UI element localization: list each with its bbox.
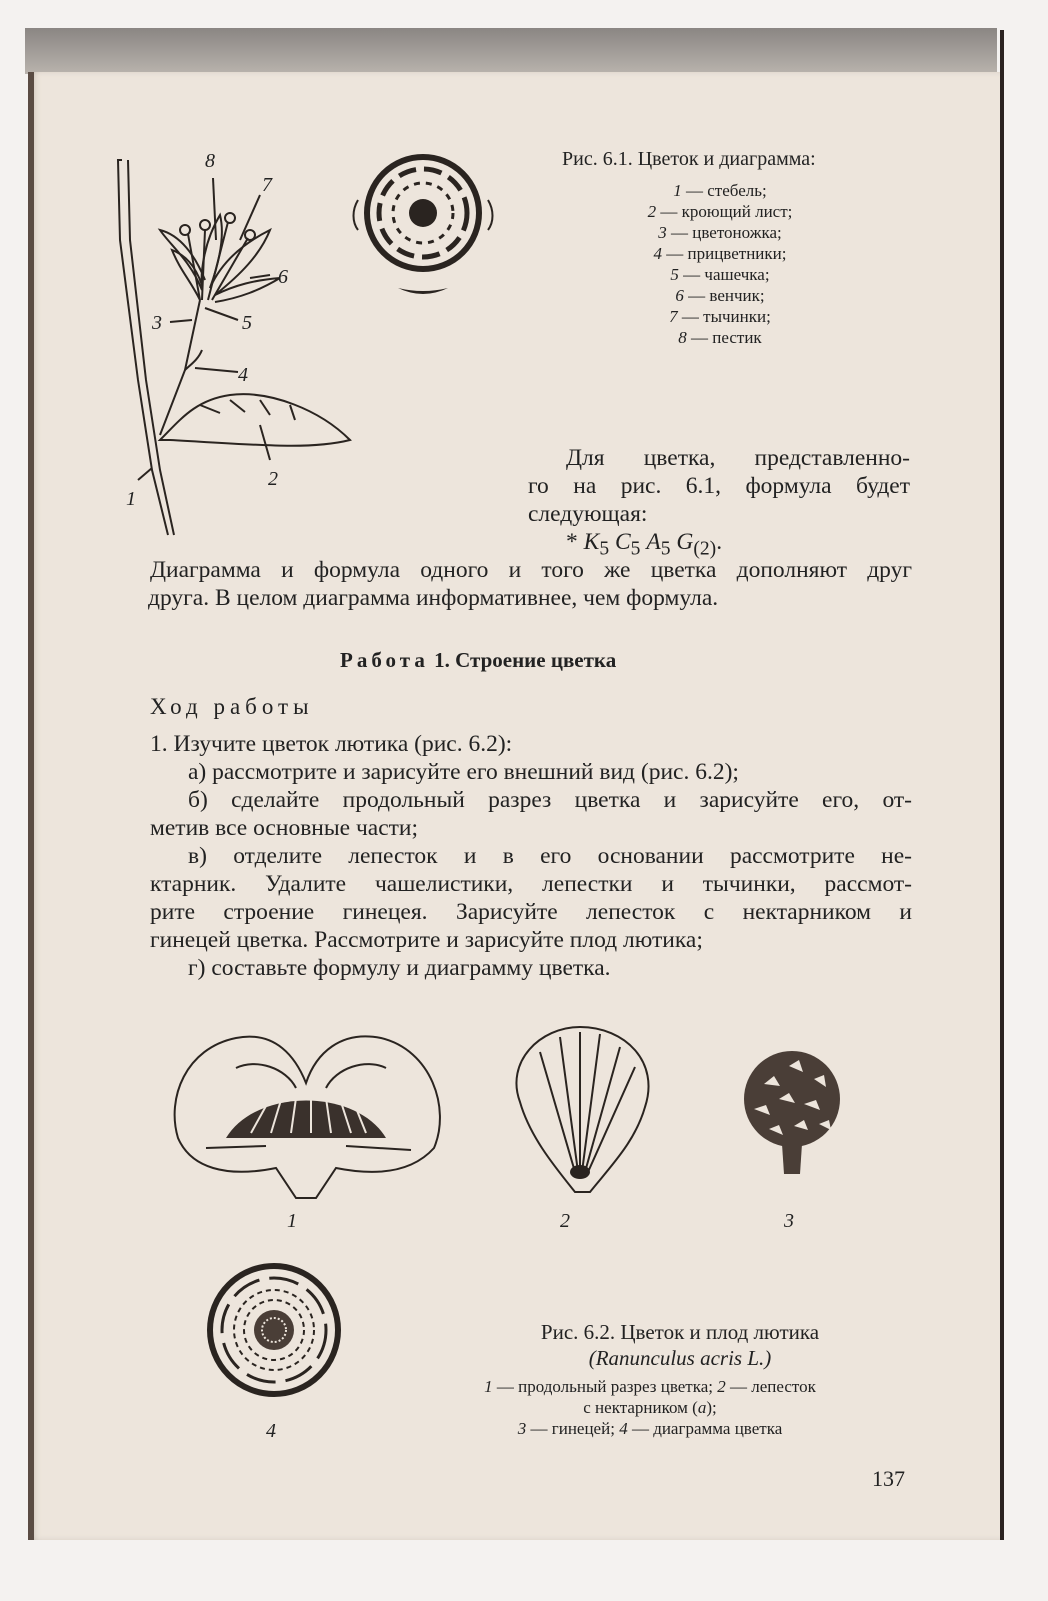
figure2-label-4: 4 [266,1420,276,1442]
formula-corolla: C [614,529,631,555]
formula-sub: (2) [693,538,717,560]
gynoecium-illustration [734,1044,854,1176]
legend-item: 5 — чашечка; [670,265,770,284]
figure-label-3: 3 [152,312,162,334]
figure-label-2: 2 [268,468,278,490]
work-heading-prefix: Работа [340,648,429,672]
step-b-line: б) сделайте продольный разрез цветка и зарисуйте его, от- [188,787,912,813]
figure2-label-1: 1 [287,1210,297,1232]
figure-label-4: 4 [238,364,248,386]
step-c-line: гинецей цветка. Рассмотрите и зарисуйте плод лютика; [150,927,703,953]
figure-label-7: 7 [262,174,272,196]
formula-intro [528,444,910,528]
page-binding-edge [28,72,34,1540]
formula-calyx: K [583,529,600,555]
figure2-latin-name: (Ranunculus acris L.) [588,1346,772,1370]
formula-intro-line: го на рис. 6.1, формула будет [528,473,910,499]
figure-label-1: 1 [126,488,136,510]
legend-item: 2 — кроющий лист; [647,202,793,221]
figure2-caption-title: Рис. 6.2. Цветок и плод лютика [540,1320,820,1344]
figure2-legend [410,1376,890,1439]
figure2-legend-line: с нектарником (а); [583,1398,717,1417]
formula-sub: 5 [660,538,671,560]
formula-sub: 5 [599,538,610,560]
step-c-line: ктарник. Удалите чашелистики, лепестки и тычинки, рассмот- [150,871,912,897]
paragraph-diagram-formula [148,556,912,612]
floral-diagram-illustration [348,150,508,305]
figure2-label-3: 3 [784,1210,794,1232]
step-a: а) рассмотрите и зарисуйте его внешний вид (рис. 6.2); [188,759,739,785]
work-heading [340,648,616,673]
work-heading-title: 1. Строение цветка [428,648,617,672]
formula-intro-line: Для цветка, представленно- [566,445,910,471]
formula-intro-line: следующая: [528,501,648,527]
page-number: 137 [872,1466,905,1491]
formula-androecium: A [646,529,661,555]
legend-item: 4 — прицветники; [653,244,787,263]
figure1-caption-title: Рис. 6.1. Цветок и диаграмма: [562,148,816,170]
paragraph-line: Диаграмма и формула одного и того же цветка дополняют друг [150,557,912,583]
flower-plant-illustration [110,150,370,540]
legend-item: 6 — венчик; [675,286,765,305]
figure2-legend-line: 1 — продольный разрез цветка; 2 — лепесток [484,1377,816,1396]
page-right-edge [1000,30,1004,1540]
figure2-label-2: 2 [560,1210,570,1232]
formula-end: . [716,529,723,555]
figure-label-6: 6 [278,266,288,288]
scan-border-top [25,28,997,74]
step-c-line: рите строение гинецея. Зарисуйте лепесток с нектарником и [150,899,912,925]
figure1-legend [590,180,850,348]
figure2-legend-line: 3 — гинецей; 4 — диаграмма цветка [517,1419,783,1438]
petal-with-nectary-illustration [500,1022,660,1197]
buttercup-floral-diagram-illustration [200,1260,350,1405]
legend-item: 3 — цветоножка; [658,223,782,242]
step-1: 1. Изучите цветок лютика (рис. 6.2): [150,731,513,757]
step-c-line: в) отделите лепесток и в его основании рассмотрите не- [188,843,912,869]
procedure-heading: Ход работы [150,694,314,719]
figure-label-8: 8 [205,150,215,172]
legend-item: 7 — тычинки; [669,307,771,326]
paragraph-line: друга. В целом диаграмма информативнее, чем формула. [148,585,719,611]
formula-sub: 5 [630,538,641,560]
step-b-line: метив все основные части; [150,815,419,841]
actinomorphic-symbol: * [566,529,578,555]
figure-label-5: 5 [242,312,252,334]
buttercup-flower-section-illustration [166,1028,446,1200]
step-d: г) составьте формулу и диаграмму цветка. [188,955,611,981]
legend-item: 1 — стебель; [673,181,767,200]
legend-item: 8 — пестик [678,328,762,347]
procedure-steps [150,730,912,982]
formula-gynoecium: G [676,529,694,555]
